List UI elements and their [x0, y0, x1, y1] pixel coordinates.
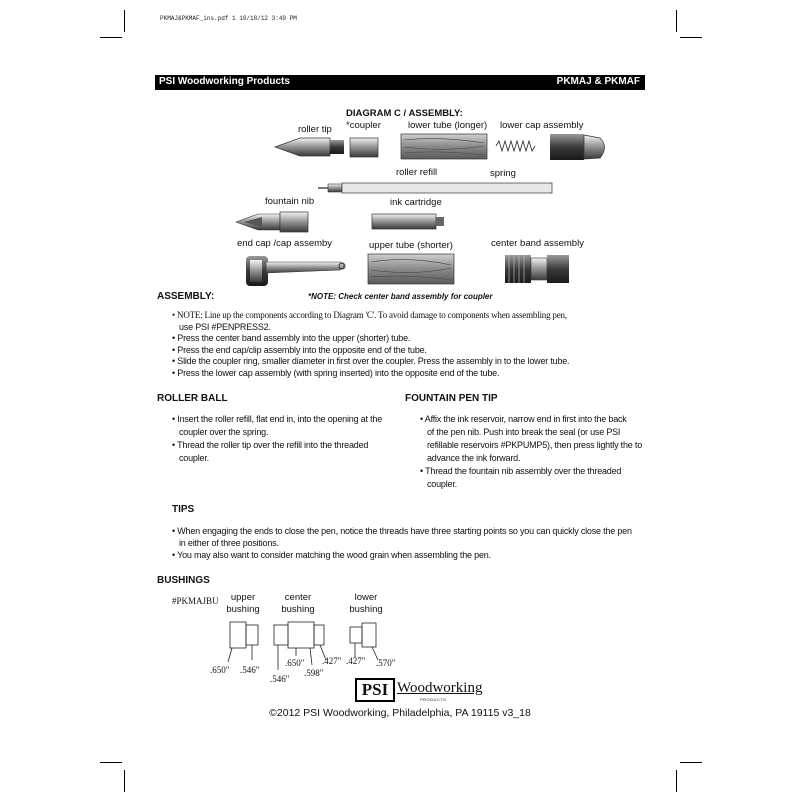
list-item: • Press the end cap/clip assembly into the opposite end of the tube. [172, 344, 427, 355]
center-dim-4: .598" [304, 668, 324, 678]
upper-dim-1: .650" [210, 665, 230, 675]
upper-bushing-label: upper bushing [226, 592, 260, 615]
list-item: • Thread the fountain nib assembly over the threaded coupler. [420, 466, 622, 489]
psi-logo-box: PSI [355, 678, 395, 702]
fountain-pen-heading: FOUNTAIN PEN TIP [405, 393, 498, 404]
list-item: • Affix the ink reservoir, narrow end in first into the back of the pen nib. Push into break the seal (or use PSI refillable reservoirs #PKPUMP5), then press lightly the to advance the ink forward. [420, 414, 642, 463]
list-item: • Press the lower cap assembly (with spring inserted) into the opposite end of the tube. [172, 367, 500, 378]
center-bushing-label: center bushing [281, 592, 315, 615]
header-title: PSI Woodworking Products [159, 76, 290, 87]
label-lower-tube: lower tube (longer) [408, 120, 488, 131]
label-lower-cap: lower cap assembly [500, 120, 584, 131]
label-coupler: *coupler [346, 120, 381, 131]
assembly-heading: ASSEMBLY: [157, 291, 215, 302]
lower-dim-2: .570" [376, 658, 396, 668]
label-roller-refill: roller refill [396, 167, 438, 178]
label-ink-cartridge: ink cartridge [390, 197, 442, 208]
label-fountain-nib: fountain nib [265, 196, 315, 207]
lower-dim-1: .427" [346, 656, 366, 666]
center-dim-1: .650" [285, 658, 305, 668]
list-item: • NOTE: Line up the components according to Diagram 'C'. To avoid damage to components when assembling pen, use PSI #PENPRESS2. [172, 310, 567, 332]
assembly-note: *NOTE: Check center band assembly for coupler [308, 292, 493, 301]
diagram-title: DIAGRAM C / ASSEMBLY: [346, 108, 463, 119]
roller-ball-heading: ROLLER BALL [157, 393, 228, 404]
center-dim-2: .427" [322, 656, 342, 666]
file-header: PKMAJ&PKMAF_ins.pdf 1 10/18/12 3:49 PM [160, 15, 297, 22]
list-item: • Insert the roller refill, flat end in, into the opening at the coupler over the spring. [172, 414, 382, 437]
logo-wordmark: Woodworking [397, 680, 483, 696]
lower-bushing-label: lower bushing [349, 592, 383, 615]
label-roller-tip: roller tip [298, 124, 332, 135]
list-item: • You may also want to consider matching the wood grain when assembling the pen. [172, 550, 491, 560]
copyright: ©2012 PSI Woodworking, Philadelphia, PA 19115 v3_18 [269, 707, 531, 719]
header-model: PKMAJ & PKMAF [556, 76, 640, 87]
list-item: • Thread the roller tip over the refill into the threaded coupler. [172, 440, 369, 463]
label-upper-tube: upper tube (shorter) [369, 240, 453, 251]
list-item: • Slide the coupler ring, smaller diameter in first over the coupler. Press the assembly in to the lower tube. [172, 356, 570, 366]
upper-dim-2: .546" [240, 665, 260, 675]
center-dim-3: .546" [270, 674, 290, 684]
list-item: • When engaging the ends to close the pen, notice the threads have three starting points so you can quickly close the pen in either of three positions. [172, 526, 632, 548]
list-item: • Press the center band assembly into the upper (shorter) tube. [172, 333, 411, 343]
label-end-cap: end cap /cap assemby [237, 238, 333, 249]
logo-subtext: PRODUCTS [420, 697, 447, 702]
tips-heading: TIPS [172, 504, 195, 515]
label-center-band: center band assembly [491, 238, 584, 249]
bushings-heading: BUSHINGS [157, 575, 210, 586]
label-spring: spring [490, 168, 516, 179]
bushing-part-number: #PKMAJBU [172, 596, 219, 606]
